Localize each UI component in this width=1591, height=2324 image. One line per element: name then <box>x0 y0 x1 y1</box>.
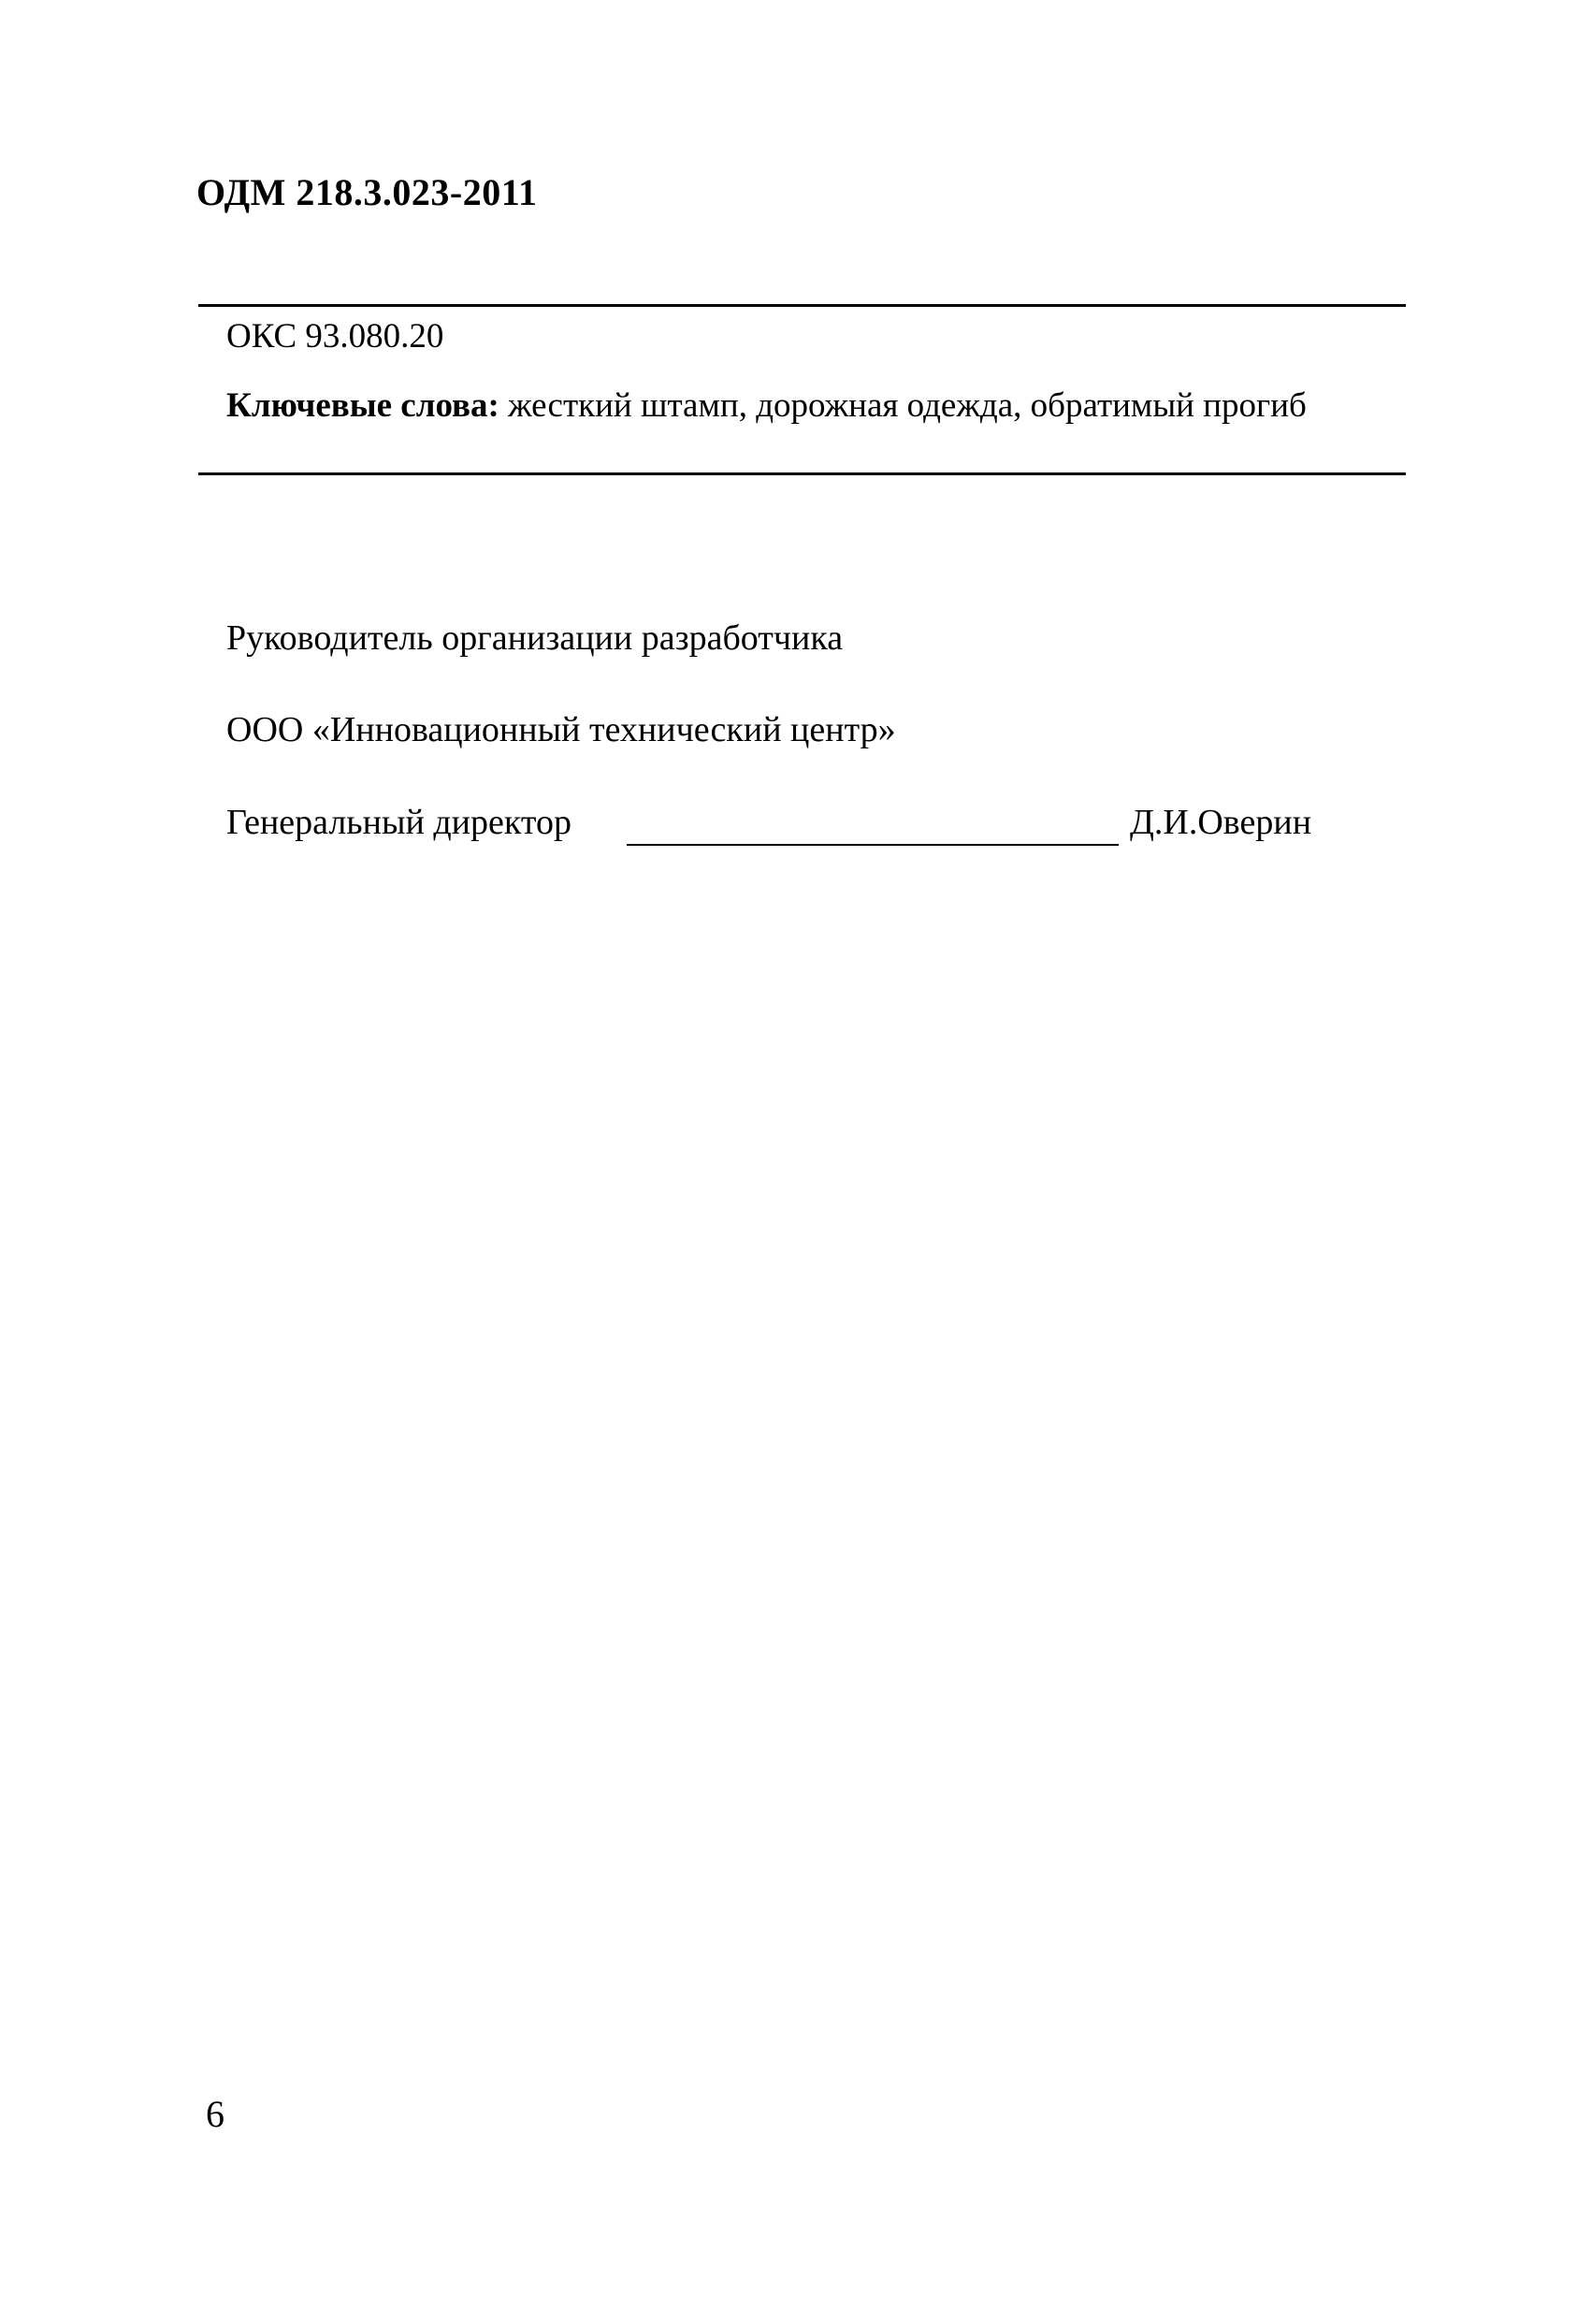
signature-line <box>627 844 1119 846</box>
developer-head-label: Руководитель организации разработчика <box>226 618 844 658</box>
signer-position: Генеральный директор <box>226 803 571 842</box>
developer-organization: ООО «Инновационный технический центр» <box>226 710 896 749</box>
keywords-text: жесткий штамп, дорожная одежда, обратимый прогиб <box>499 386 1307 425</box>
signature-row <box>226 802 1386 847</box>
document-code: ОДМ 218.3.023-2011 <box>196 171 538 213</box>
top-divider <box>198 304 1406 307</box>
keywords-label: Ключевые слова: <box>226 386 499 425</box>
keywords-line <box>226 385 1307 426</box>
signer-name: Д.И.Оверин <box>1130 803 1312 842</box>
bottom-divider <box>198 472 1406 475</box>
oks-code: ОКС 93.080.20 <box>226 317 444 356</box>
page-number: 6 <box>206 2093 224 2135</box>
